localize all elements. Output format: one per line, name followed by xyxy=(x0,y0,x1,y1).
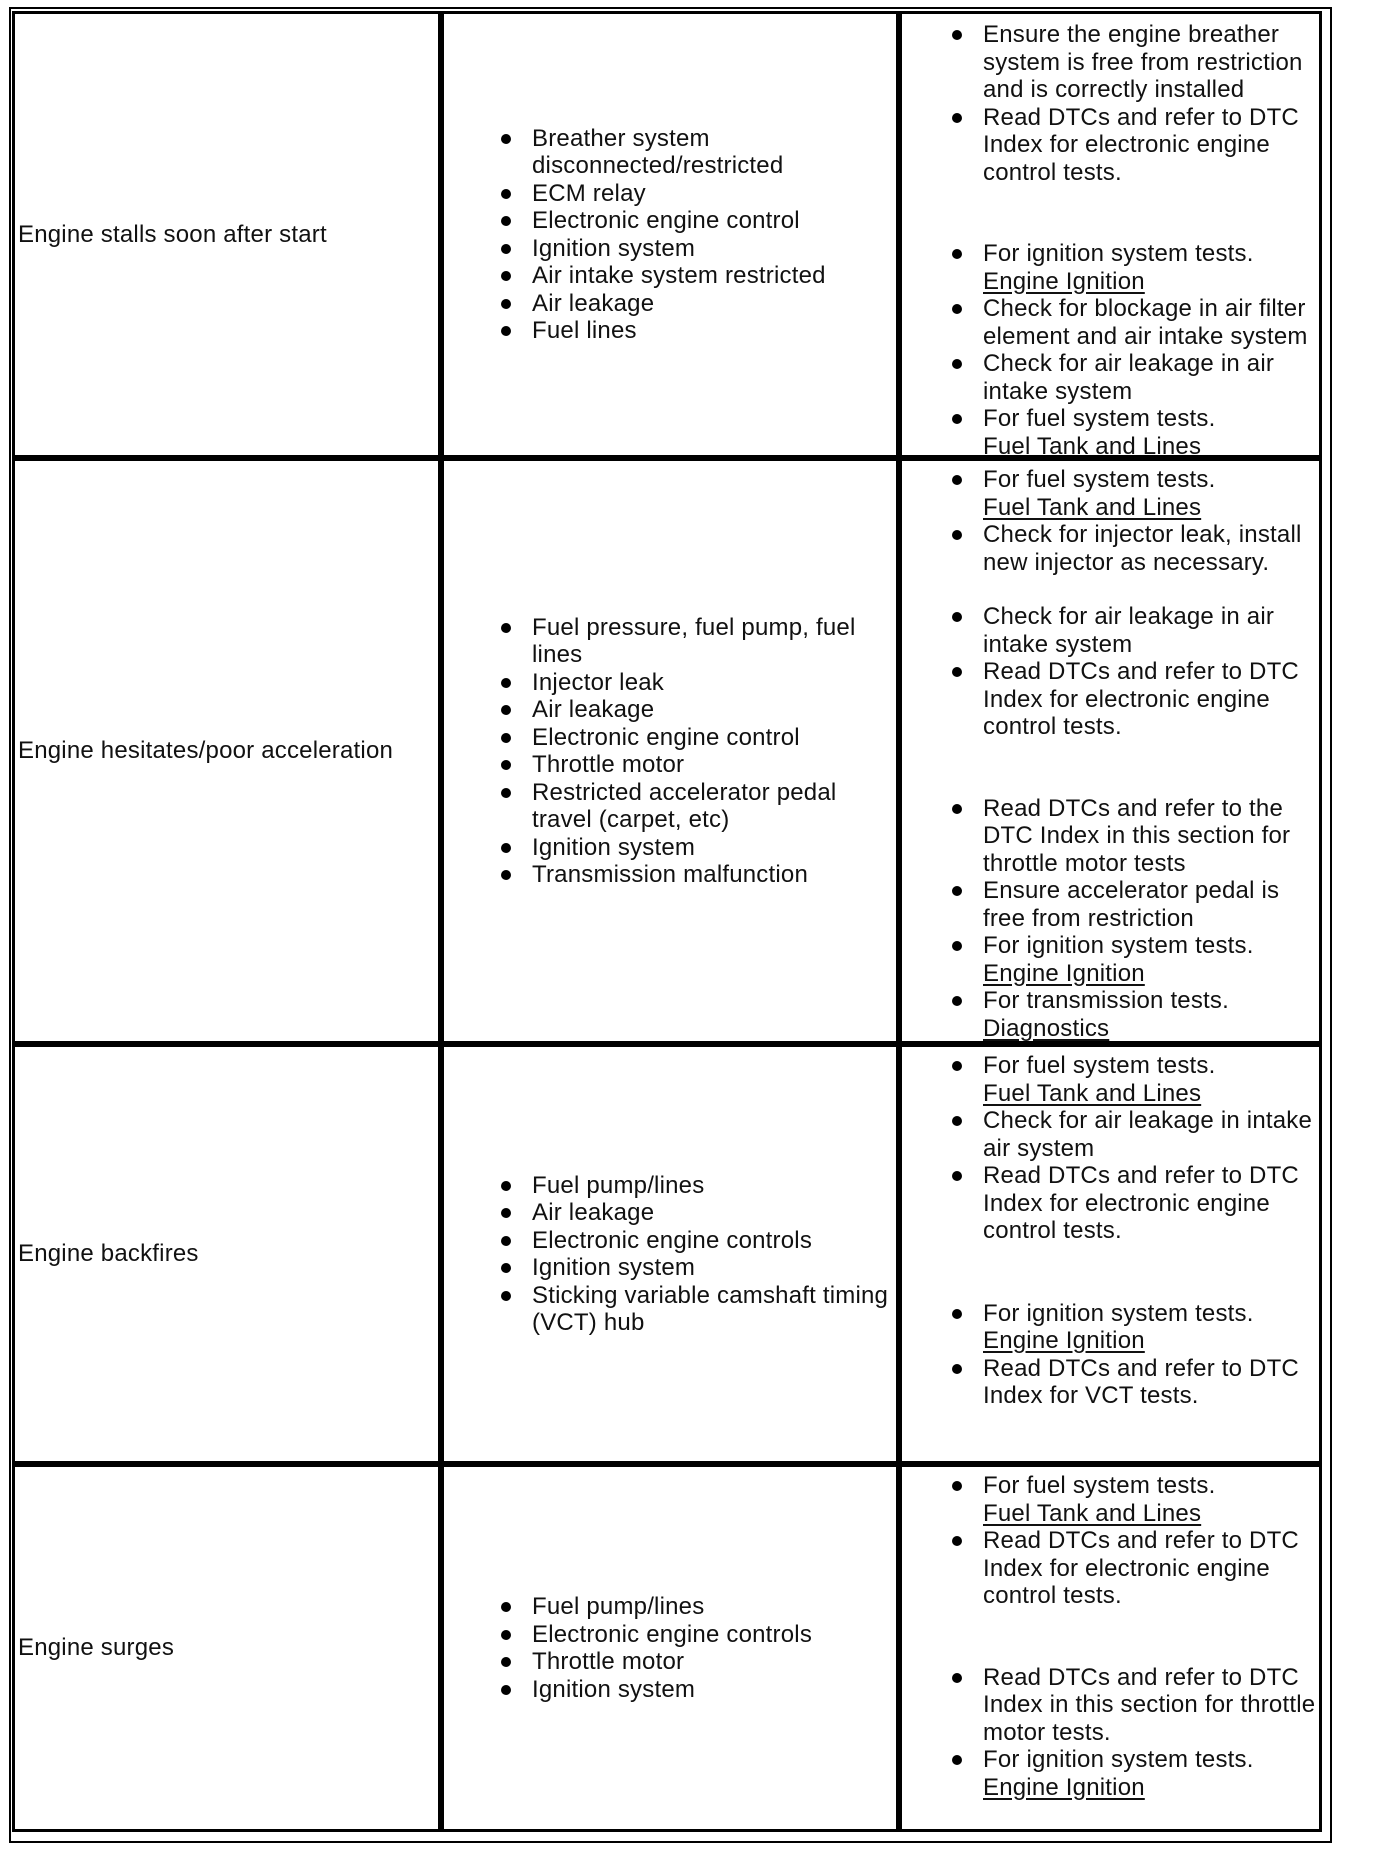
fuel-tank-and-lines-link[interactable]: Fuel Tank and Lines xyxy=(983,432,1202,458)
list-item: Restricted accelerator pedal travel (carpet, etc) xyxy=(501,779,896,834)
fuel-tank-and-lines-link[interactable]: Fuel Tank and Lines xyxy=(983,1499,1202,1527)
list-item: Fuel pump/lines xyxy=(501,1172,896,1200)
actions-cell xyxy=(899,458,1322,1044)
list-item xyxy=(952,877,1317,932)
action-text: For ignition system tests. xyxy=(983,240,1254,267)
list-item: ECM relay xyxy=(501,180,896,208)
action-text: Read DTCs and refer to DTC Index for VCT tests. xyxy=(983,1354,1299,1409)
list-item xyxy=(952,350,1317,405)
symptom-cell xyxy=(12,1044,441,1464)
action-text: For fuel system tests. xyxy=(983,466,1216,493)
symptom-cell xyxy=(12,1464,441,1832)
engine-ignition-link[interactable]: Engine Ignition xyxy=(983,959,1145,987)
causes-list xyxy=(501,1593,812,1703)
engine-ignition-link[interactable]: Engine Ignition xyxy=(983,1773,1145,1801)
list-item: Air leakage xyxy=(501,1199,896,1227)
list-item: Air leakage xyxy=(501,290,896,318)
list-item: Fuel lines xyxy=(501,317,896,345)
action-text: Ensure accelerator pedal is free from restriction xyxy=(983,877,1280,932)
action-text: Read DTCs and refer to DTC Index for electronic engine control tests. xyxy=(983,103,1299,186)
list-item xyxy=(952,658,1317,741)
actions-list xyxy=(952,466,1319,1042)
list-item xyxy=(952,795,1317,878)
engine-ignition-link[interactable]: Engine Ignition xyxy=(983,1327,1145,1354)
list-item: Breather system disconnected/restricted xyxy=(501,125,896,180)
action-text: Ensure the engine breather system is free from restriction and is correctly installed xyxy=(983,21,1303,103)
action-text: For fuel system tests. xyxy=(983,1472,1216,1499)
actions-cell xyxy=(899,1044,1322,1464)
list-item xyxy=(952,1162,1317,1245)
list-item: Ignition system xyxy=(501,834,896,862)
list-item: Throttle motor xyxy=(501,751,896,779)
list-item xyxy=(952,240,1317,295)
action-text: For fuel system tests. xyxy=(983,1052,1216,1079)
list-item: Air leakage xyxy=(501,696,896,724)
action-text: Read DTCs and refer to DTC Index in this section for throttle motor tests. xyxy=(983,1663,1316,1746)
actions-list xyxy=(952,1052,1319,1410)
list-item xyxy=(952,1300,1317,1355)
action-text: For fuel system tests. xyxy=(983,405,1216,432)
list-item: Injector leak xyxy=(501,669,896,697)
list-item xyxy=(952,295,1317,350)
action-text: For transmission tests. xyxy=(983,987,1229,1014)
list-item xyxy=(952,405,1317,458)
symptom-cell xyxy=(12,458,441,1044)
actions-list xyxy=(952,1472,1319,1801)
symptom-text: Engine hesitates/poor acceleration xyxy=(18,737,394,764)
fuel-tank-and-lines-link[interactable]: Fuel Tank and Lines xyxy=(983,493,1202,521)
action-text: Read DTCs and refer to the DTC Index in this section for throttle motor tests xyxy=(983,794,1291,877)
symptom-text: Engine backfires xyxy=(18,1240,199,1267)
symptom-cell xyxy=(12,11,441,458)
action-text: Check for air leakage in air intake system xyxy=(983,350,1275,405)
list-item: Ignition system xyxy=(501,1254,896,1282)
causes-cell xyxy=(441,11,899,458)
list-item xyxy=(952,1052,1317,1107)
list-item: Throttle motor xyxy=(501,1648,812,1676)
list-item: Electronic engine control xyxy=(501,724,896,752)
symptom-text: Engine surges xyxy=(18,1634,175,1661)
action-text: For ignition system tests. xyxy=(983,932,1254,959)
list-item: Ignition system xyxy=(501,1676,812,1704)
action-text: Check for blockage in air filter element and air intake system xyxy=(983,295,1308,350)
action-text: Check for injector leak, install new injector as necessary. xyxy=(983,521,1302,576)
list-item: Transmission malfunction xyxy=(501,861,896,889)
list-item xyxy=(952,603,1317,658)
list-item xyxy=(952,1355,1317,1410)
causes-cell xyxy=(441,1044,899,1464)
action-text: For ignition system tests. xyxy=(983,1746,1254,1773)
action-text: Read DTCs and refer to DTC Index for electronic engine control tests. xyxy=(983,658,1299,740)
list-item xyxy=(952,466,1317,521)
action-text: Check for air leakage in air intake system xyxy=(983,603,1275,658)
engine-ignition-link[interactable]: Engine Ignition xyxy=(983,267,1145,295)
causes-cell xyxy=(441,458,899,1044)
list-item xyxy=(952,21,1317,104)
list-item: Electronic engine controls xyxy=(501,1227,896,1255)
causes-cell xyxy=(441,1464,899,1832)
list-item: Electronic engine control xyxy=(501,207,896,235)
action-text: For ignition system tests. xyxy=(983,1299,1254,1327)
list-item xyxy=(952,1664,1317,1747)
list-item xyxy=(952,521,1317,576)
list-item xyxy=(952,932,1317,987)
list-item xyxy=(952,987,1317,1042)
action-text: Read DTCs and refer to DTC Index for electronic engine control tests. xyxy=(983,1527,1299,1609)
list-item: Fuel pressure, fuel pump, fuel lines xyxy=(501,614,896,669)
list-item xyxy=(952,1107,1317,1162)
causes-list xyxy=(501,614,896,889)
list-item xyxy=(952,104,1317,187)
diagnostics-link[interactable]: Diagnostics xyxy=(983,1014,1110,1042)
actions-cell xyxy=(899,1464,1322,1832)
causes-list xyxy=(501,125,896,345)
list-item xyxy=(952,1527,1317,1610)
symptom-text: Engine stalls soon after start xyxy=(18,220,327,248)
actions-cell xyxy=(899,11,1322,458)
list-item xyxy=(952,1472,1317,1527)
list-item: Ignition system xyxy=(501,235,896,263)
list-item xyxy=(952,1746,1317,1801)
actions-list xyxy=(952,21,1319,458)
list-item: Electronic engine controls xyxy=(501,1621,812,1649)
action-text: Read DTCs and refer to DTC Index for electronic engine control tests. xyxy=(983,1162,1299,1244)
fuel-tank-and-lines-link[interactable]: Fuel Tank and Lines xyxy=(983,1079,1202,1107)
list-item: Fuel pump/lines xyxy=(501,1593,812,1621)
causes-list xyxy=(501,1172,896,1337)
list-item: Air intake system restricted xyxy=(501,262,896,290)
action-text: Check for air leakage in intake air system xyxy=(983,1107,1313,1162)
list-item: Sticking variable camshaft timing (VCT) hub xyxy=(501,1282,896,1337)
